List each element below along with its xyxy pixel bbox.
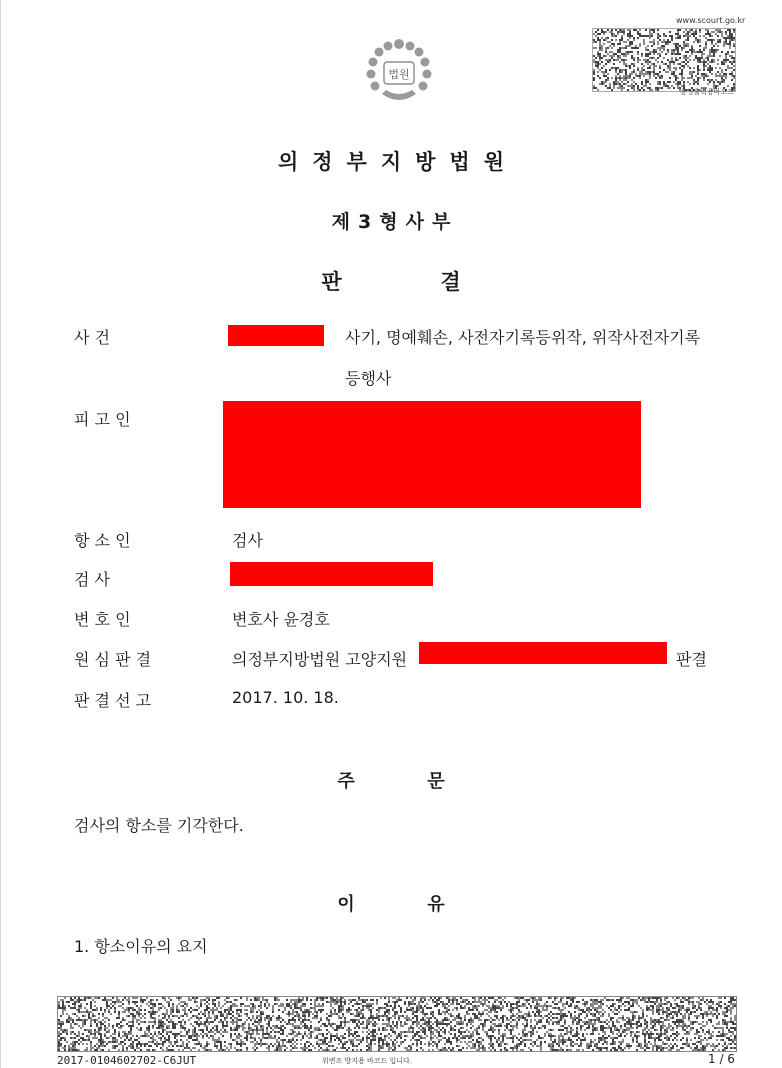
anti-forgery-barcode-icon	[58, 997, 737, 1052]
redaction-original-case	[419, 642, 667, 664]
reason-heading-left: 이	[337, 894, 355, 915]
redaction-case-number	[228, 325, 324, 346]
order-heading	[0, 767, 782, 793]
appellant: 검사	[232, 531, 263, 550]
case-name-cont: 등행사	[345, 369, 392, 388]
label-defendant: 피 고 인	[74, 410, 131, 429]
order-heading-left: 주	[337, 771, 355, 792]
document-number: 2017-0104602702-C6JUT	[57, 1054, 197, 1067]
case-name: 사기, 명예훼손, 사전자기록등위작, 위작사전자기록	[345, 328, 701, 347]
counsel: 변호사 윤경호	[232, 610, 330, 629]
document-title	[0, 266, 782, 296]
doc-title-left: 판	[321, 270, 342, 294]
court-name: 의정부지방법원	[277, 150, 518, 174]
label-prosecutor: 검 사	[74, 570, 110, 589]
reason-heading	[0, 890, 782, 916]
page-indicator: 1 / 6	[708, 1052, 735, 1066]
order-heading-right: 문	[427, 771, 445, 792]
barcode-caption: 음성출력용바코드	[680, 88, 735, 96]
court-url[interactable]: www.scourt.go.kr	[676, 16, 746, 25]
reason-heading-right: 유	[427, 894, 445, 915]
reason-item-1: 1. 항소이유의 요지	[74, 937, 208, 956]
label-original-judgment: 원 심 판 결	[74, 650, 152, 669]
court-emblem-icon	[362, 34, 436, 108]
barcode-icon	[593, 29, 736, 92]
redaction-defendant	[223, 401, 641, 508]
sentencing-date: 2017. 10. 18.	[232, 688, 339, 707]
division-name: 제3형사부	[331, 211, 459, 233]
barcode-notice: 위변조 방지용 바코드 입니다.	[322, 1057, 413, 1065]
redaction-prosecutor	[230, 562, 433, 586]
doc-title-right: 결	[440, 270, 461, 294]
emblem-text: 법원	[388, 68, 410, 81]
print-barcode	[592, 28, 736, 92]
original-judgment-suffix: 판결	[676, 650, 707, 669]
label-sentencing-date: 판 결 선 고	[74, 691, 152, 710]
label-appellant: 항 소 인	[74, 531, 131, 550]
label-counsel: 변 호 인	[74, 610, 131, 629]
label-case: 사 건	[74, 328, 110, 347]
anti-forgery-barcode	[57, 996, 737, 1052]
order-text: 검사의 항소를 기각한다.	[74, 816, 244, 835]
original-judgment-court: 의정부지방법원 고양지원	[232, 650, 408, 669]
